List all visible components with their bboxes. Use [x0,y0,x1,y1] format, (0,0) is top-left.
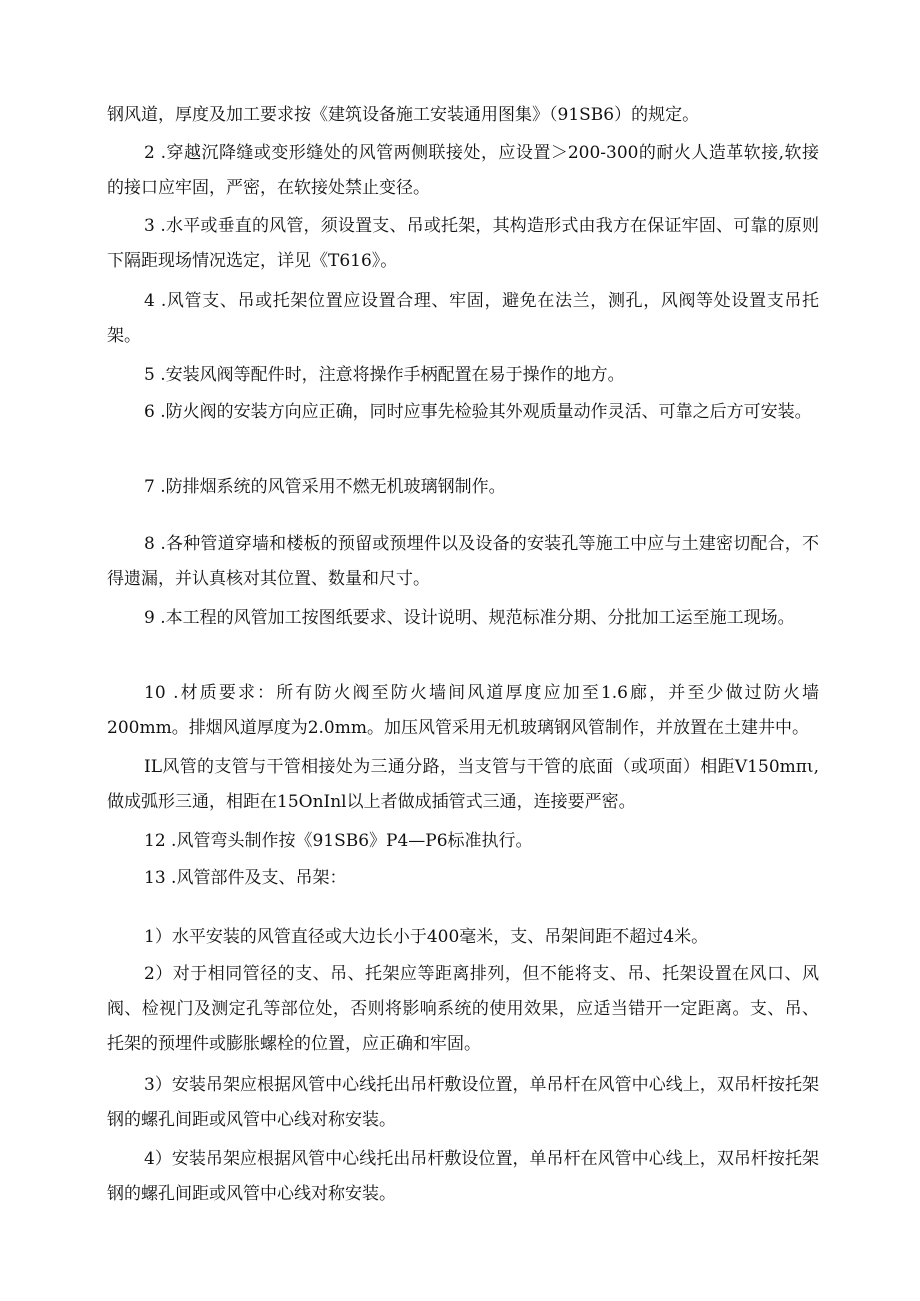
paragraph-item-9: 9 .本工程的风管加工按图纸要求、设计说明、规范标准分期、分批加工运至施工现场。 [144,608,795,628]
paragraph-subitem-1: 1）水平安装的风管直径或大边长小于400毫米，支、吊架间距不超过4米。 [144,927,709,947]
paragraph-item-6: 6 .防火阀的安装方向应正确，同时应事先检验其外观质量动作灵活、可靠之后方可安装。 [144,402,812,422]
paragraph-subitem-2: 2）对于相同管径的支、吊、托架应等距离排列，但不能将支、吊、托架设置在风口、风阀、检视门及测定孔等部位处，否则将影响系统的使用效果，应适当错开一定距离。支、吊、托架的预埋件或膨胀螺栓的位置，应正确和牢固。 [107,964,819,1054]
paragraph-continuation: 钢风道，厚度及加工要求按《建筑设备施工安装通用图集》（91SB6）的规定。 [107,105,700,125]
paragraph-item-11: IL风管的支管与干管相接处为三通分路，当支管与干管的底面（或项面）相距V150mπι,做成弧形三通，相距在15OnInl以上者做成插管式三通，连接要严密。 [107,757,819,812]
paragraph-item-12: 12 .风管弯头制作按《91SB6》P4—P6标准执行。 [144,831,533,851]
paragraph-subitem-4: 4）安装吊架应根据风管中心线托出吊杆敷设位置，单吊杆在风管中心线上，双吊杆按托架钢的螺孔间距或风管中心线对称安装。 [107,1149,819,1204]
paragraph-item-10: 10 .材质要求：所有防火阀至防火墙间风道厚度应加至1.6廊，并至少做过防火墙200mm。排烟风道厚度为2.0mm。加压风管采用无机玻璃钢风管制作，并放置在土建井中。 [107,683,819,738]
paragraph-subitem-3: 3）安装吊架应根据风管中心线托出吊杆敷设位置，单吊杆在风管中心线上，双吊杆按托架钢的螺孔间距或风管中心线对称安装。 [107,1075,819,1130]
paragraph-item-13: 13 .风管部件及支、吊架： [144,868,347,888]
paragraph-item-7: 7 .防排烟系统的风管采用不燃无机玻璃钢制作。 [144,477,506,497]
paragraph-item-8: 8 .各种管道穿墙和楼板的预留或预埋件以及设备的安装孔等施工中应与土建密切配合，不得遗漏，并认真核对其位置、数量和尺寸。 [107,534,819,589]
paragraph-item-4: 4 .风管支、吊或托架位置应设置合理、牢固，避免在法兰，测孔，风阀等处设置支吊托架。 [107,291,819,346]
paragraph-item-2: 2 .穿越沉降缝或变形缝处的风管两侧联接处，应设置＞200-300的耐火人造革软接,软接的接口应牢固，严密，在软接处禁止变径。 [107,143,819,198]
paragraph-item-3: 3 .水平或垂直的风管，须设置支、吊或托架，其构造形式由我方在保证牢固、可靠的原则下隔距现场情况选定，详见《T616》。 [107,216,819,271]
paragraph-item-5: 5 .安装风阀等配件时，注意将操作手柄配置在易于操作的地方。 [144,365,625,385]
